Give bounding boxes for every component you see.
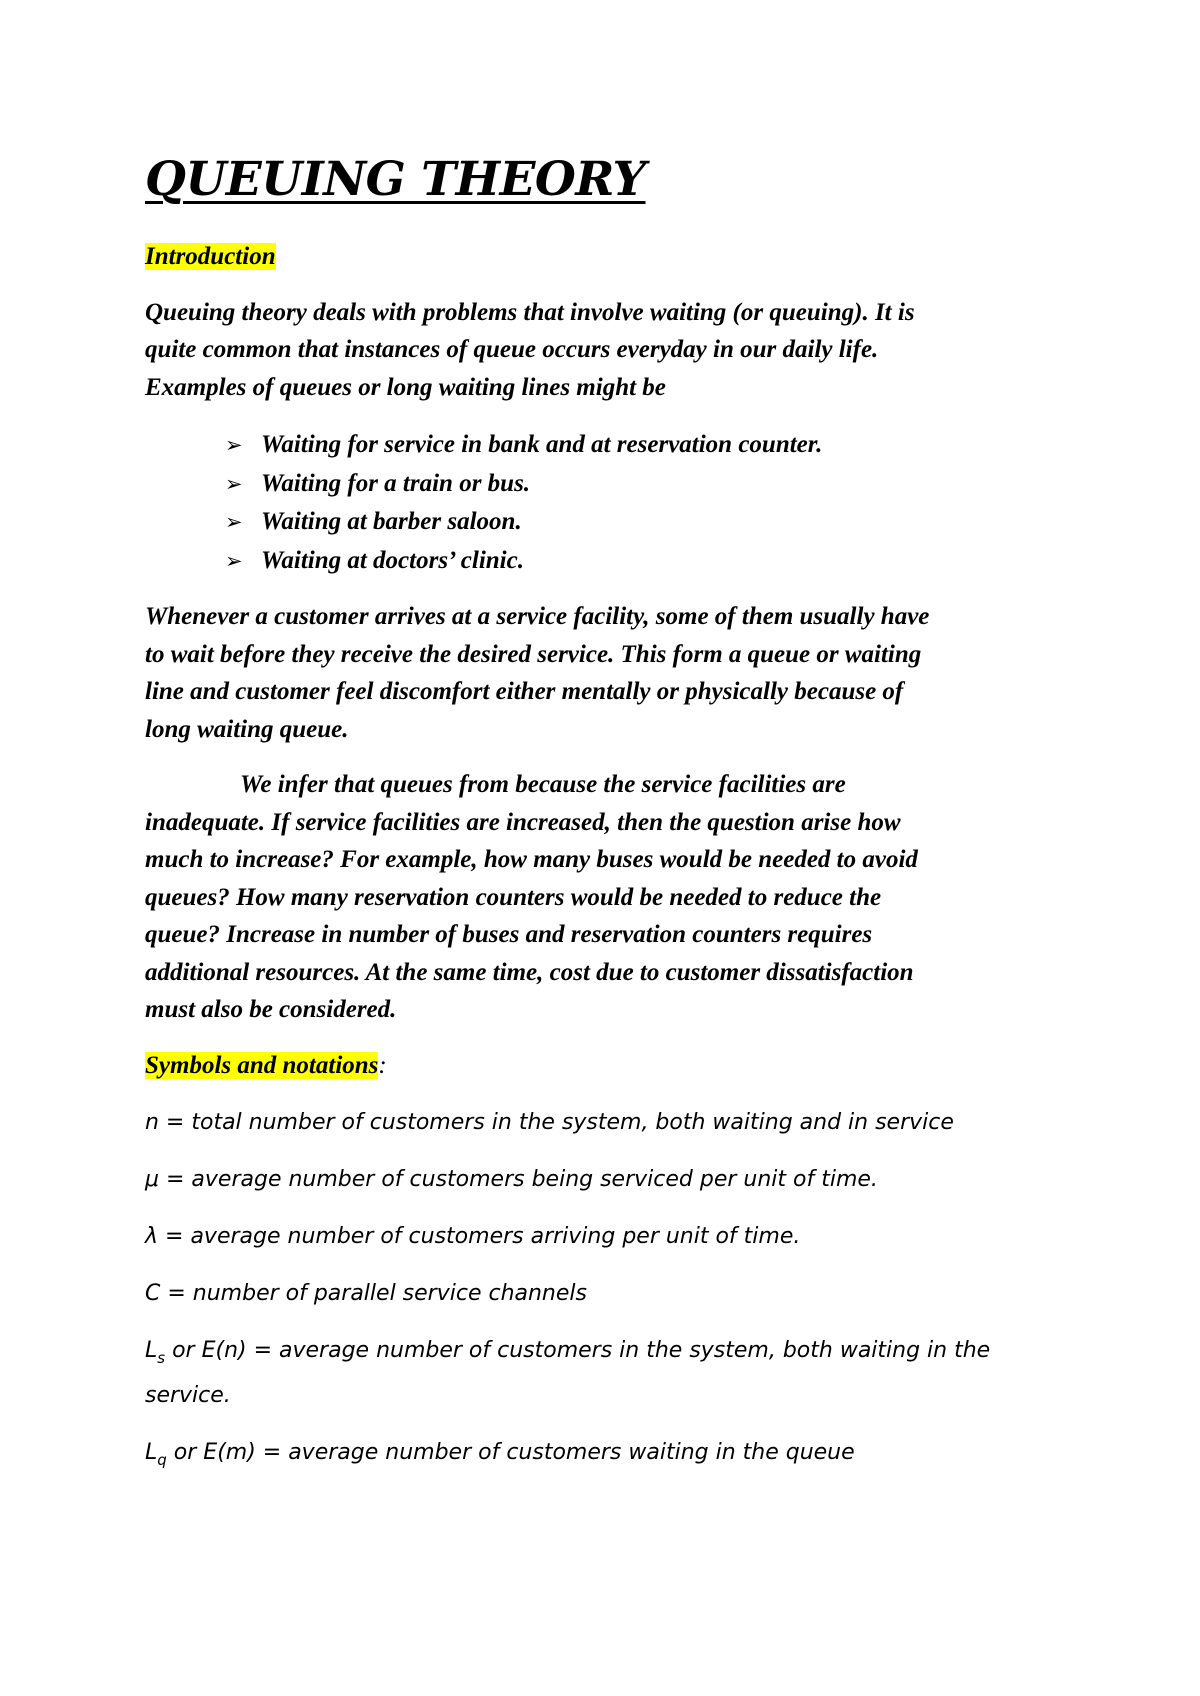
ls-symbol: L bbox=[145, 1338, 158, 1363]
whenever-paragraph bbox=[145, 598, 1045, 748]
list-item-text: Waiting for service in bank and at reservation counter. bbox=[261, 431, 823, 458]
list-item-text: Waiting at barber saloon. bbox=[261, 508, 522, 535]
whenever-line-3: line and customer feel discomfort either mentally or physically because of bbox=[145, 678, 904, 705]
whenever-line-2: to wait before they receive the desired service. This form a queue or waiting bbox=[145, 640, 922, 668]
list-item bbox=[225, 465, 1045, 504]
symbols-heading bbox=[145, 1047, 1045, 1085]
examples-list bbox=[145, 426, 1045, 580]
list-item-text: Waiting for a train or bus. bbox=[261, 469, 531, 497]
infer-line-4: queues? How many reservation counters would be needed to reduce the bbox=[145, 883, 882, 911]
document-title: QUEUING THEORY bbox=[145, 152, 646, 207]
ls-subscript: s bbox=[157, 1349, 166, 1367]
introduction-paragraph bbox=[145, 294, 1045, 407]
infer-line-6: additional resources. At the same time, cost due to customer dissatisfaction bbox=[145, 958, 914, 986]
infer-line-2: inadequate. If service facilities are increased, then the question arise how bbox=[145, 808, 901, 836]
lq-definition-text: or E(m) = average number of customers waiting in the queue bbox=[166, 1440, 855, 1465]
ls-definition-line-1: or E(n) = average number of customers in the system, both waiting in the bbox=[165, 1338, 991, 1363]
arrow-bullet-icon: ➢ bbox=[225, 510, 243, 534]
ls-definition-line-2: service. bbox=[145, 1383, 231, 1408]
whenever-line-4: long waiting queue. bbox=[145, 715, 349, 743]
intro-line-2: quite common that instances of queue occurs everyday in our daily life. bbox=[145, 336, 879, 363]
intro-line-3: Examples of queues or long waiting lines might be bbox=[145, 373, 666, 401]
list-item bbox=[225, 426, 1045, 465]
symbol-lambda-definition: λ = average number of customers arriving per unit of time. bbox=[145, 1224, 801, 1249]
introduction-heading bbox=[145, 238, 1045, 276]
document-content bbox=[145, 152, 1045, 1479]
introduction-heading-text: Introduction bbox=[145, 243, 276, 270]
infer-paragraph bbox=[145, 766, 1045, 1029]
whenever-line-1: Whenever a customer arrives at a service facility, some of them usually have bbox=[145, 603, 930, 630]
symbol-lq-definition bbox=[145, 1434, 1045, 1479]
lq-symbol: L bbox=[145, 1440, 158, 1465]
arrow-bullet-icon: ➢ bbox=[225, 548, 243, 573]
infer-line-3: much to increase? For example, how many buses would be needed to avoid bbox=[145, 846, 918, 873]
infer-line-7: must also be considered. bbox=[145, 996, 397, 1023]
list-item bbox=[225, 542, 1045, 581]
symbol-ls-definition bbox=[145, 1332, 1045, 1414]
list-item-text: Waiting at doctors’ clinic. bbox=[261, 546, 524, 574]
symbols-heading-colon: : bbox=[378, 1051, 387, 1079]
infer-line-1: We infer that queues from because the service facilities are bbox=[240, 771, 846, 798]
lq-subscript: q bbox=[157, 1451, 167, 1469]
arrow-bullet-icon: ➢ bbox=[225, 471, 243, 496]
infer-line-5: queue? Increase in number of buses and reservation counters requires bbox=[145, 921, 873, 948]
symbol-c-definition: C = number of parallel service channels bbox=[145, 1281, 587, 1306]
symbols-heading-text: Symbols and notations bbox=[145, 1051, 379, 1079]
symbol-n-definition: n = total number of customers in the system, both waiting and in service bbox=[145, 1110, 954, 1135]
list-item bbox=[225, 503, 1045, 542]
symbol-mu-definition: μ = average number of customers being serviced per unit of time. bbox=[145, 1167, 878, 1192]
arrow-bullet-icon: ➢ bbox=[225, 433, 243, 457]
intro-line-1: Queuing theory deals with problems that involve waiting (or queuing). It is bbox=[145, 298, 915, 326]
